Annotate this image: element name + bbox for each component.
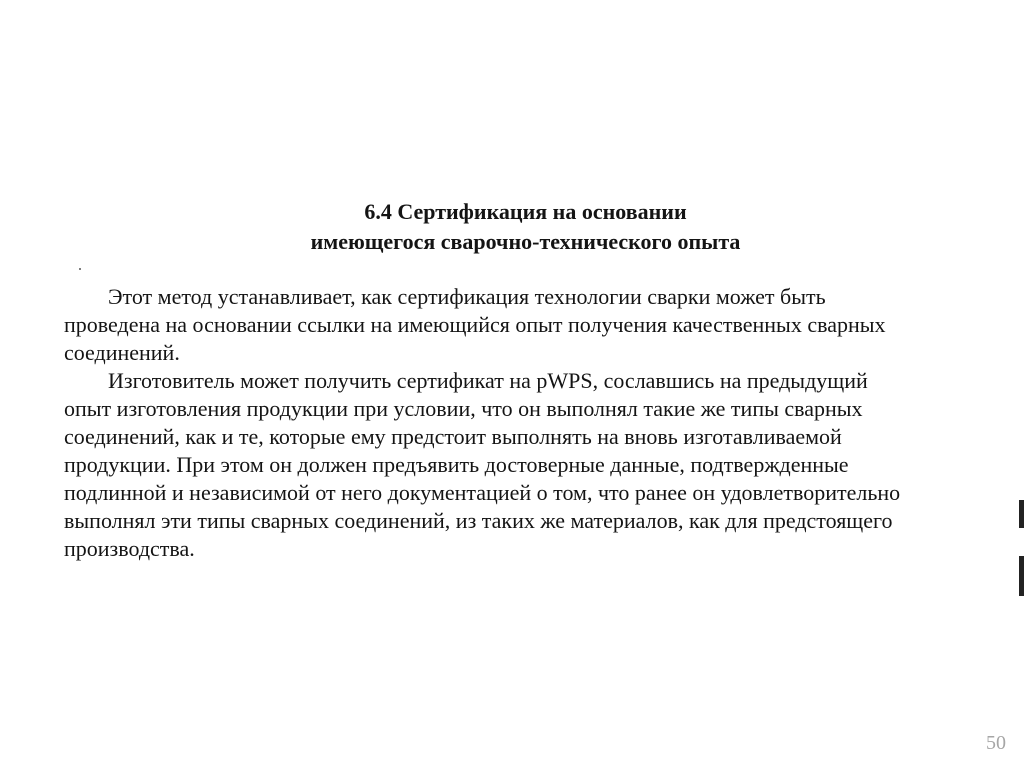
paragraph-2-line: выполнял эти типы сварных соединений, из таких же материалов, как для предстоящего bbox=[64, 508, 893, 533]
section-heading bbox=[0, 197, 1024, 257]
paragraph-2-line: соединений, как и те, которые ему предстоит выполнять на вновь изготавливаемой bbox=[64, 424, 842, 449]
paragraph-1-line: соединений. bbox=[64, 340, 180, 365]
section-heading-line-1: 6.4 Сертификация на основании bbox=[364, 199, 687, 224]
paragraph-2-line: подлинной и независимой от него документацией о том, что ранее он удовлетворительно bbox=[64, 480, 901, 505]
scan-edge-mark bbox=[1019, 500, 1024, 528]
paragraph-2-line: опыт изготовления продукции при условии, что он выполнял такие же типы сварных bbox=[64, 396, 863, 421]
scan-speck bbox=[79, 268, 81, 270]
page-number: 50 bbox=[986, 732, 1006, 754]
paragraph-1-line: проведена на основании ссылки на имеющийся опыт получения качественных сварных bbox=[64, 312, 886, 337]
paragraph-2-line: производства. bbox=[64, 536, 195, 561]
paragraph-2-line: продукции. При этом он должен предъявить достоверные данные, подтвержденные bbox=[64, 452, 849, 477]
paragraph-2-line: Изготовитель может получить сертификат на pWPS, сославшись на предыдущий bbox=[108, 368, 868, 393]
section-heading-line-2: имеющегося сварочно-технического опыта bbox=[310, 229, 741, 254]
body-text bbox=[64, 283, 1004, 563]
paragraph-1-line: Этот метод устанавливает, как сертификация технологии сварки может быть bbox=[108, 284, 826, 309]
scan-edge-mark bbox=[1019, 556, 1024, 596]
